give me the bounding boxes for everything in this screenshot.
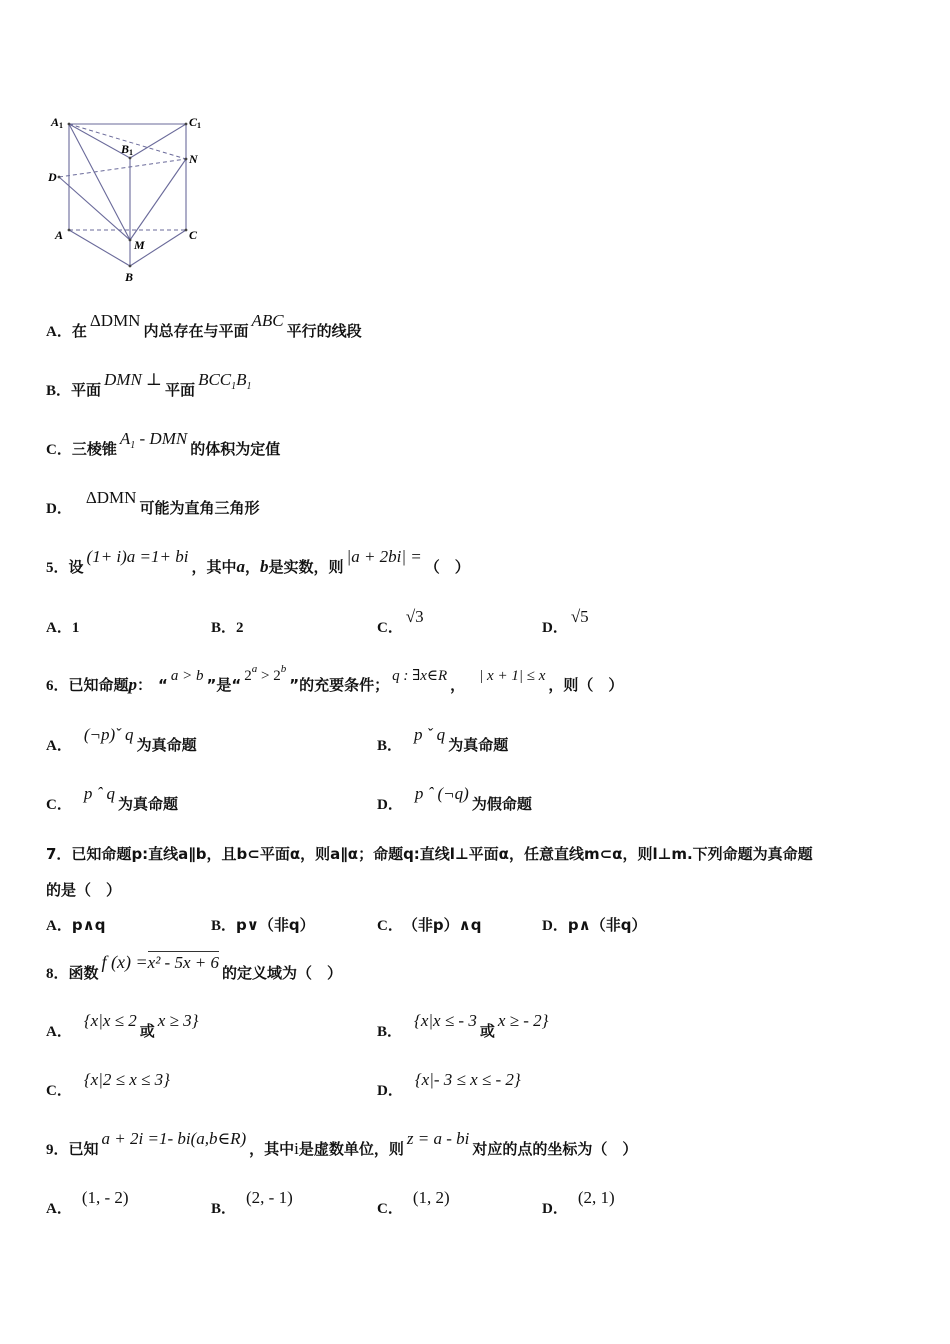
label-C: C [189,228,198,242]
q5-option-d: D． √5 [542,607,589,636]
q7-stem-line1: 7．已知命题p:直线a∥b，且b⊂平面α，则a∥α；命题q:直线l⊥平面α，任意直线m⊂α，则l⊥m.下列命题为真命题 [46,845,813,863]
q6-option-b: B． p ˇ q 为真命题 [377,725,509,754]
q8-option-a: A． {x|x ≤ 2 或 x ≥ 3} [46,1011,199,1040]
q5-stem: 5． 设 (1+ i)a =1+ bi ，其中 a ， b 是实数，则 |a + 2bi| = （ ） [46,547,470,576]
sqrt-radicand: x² - 5x + 6 [147,953,219,972]
q7-option-a: A． p∧q [46,916,106,934]
q5-option-b: B． 2 [211,620,244,636]
q6-option-a: A． (¬p)ˇ q 为真命题 [46,725,197,754]
q9-option-b: B． (2, - 1) [211,1188,293,1217]
q4-option-d: D． ΔDMN 可能为直角三角形 [46,488,260,517]
edge-AB [69,230,130,266]
edge-B1C1 [130,124,186,158]
q4-option-c: C． 三棱锥 $A_1$ - DMN 的体积为定值 [46,429,281,458]
q7-option-b: B． p∨（非q） [211,916,315,934]
q5-option-a: A． 1 [46,620,80,636]
edge-MN [130,159,186,240]
label-A: A [55,228,64,242]
q4-option-b: B． 平面 DMN ⊥ 平面 $BCC_1B_1$ [46,370,252,399]
q4-option-a: A． 在 ΔDMN 内总存在与平面 ABC 平行的线段 [46,311,362,340]
q5-option-c: C． √3 [377,607,424,636]
q7-stem-line2: 的是（ ） [46,881,122,899]
label-D: D [48,170,57,184]
edge-DN-dashed [59,159,186,177]
q8-stem: 8． 函数 f (x) = x² - 5x + 6 的定义域为（ ） [46,952,342,982]
q9-option-a: A． (1, - 2) [46,1188,129,1217]
q7-option-c: C． （非p）∧q [377,916,482,934]
label-B: B [125,270,134,284]
q6-stem: 6． 已知命题 p ： “ a > b ” 是 “ $2^a > 2^b$ ” 的充要条件； q : ∃x∈R ， | x + 1| ≤ x ，则（ ） [46,663,624,694]
q6-option-d: D． p ˆ (¬q) 为假命题 [377,784,532,813]
q8-option-d: D． {x|- 3 ≤ x ≤ - 2} [377,1070,521,1099]
q9-option-c: C． (1, 2) [377,1188,450,1217]
label-M: M [134,238,145,252]
q7-option-d: D． p∧（非q） [542,916,647,934]
prism-figure [48,110,218,288]
q8-option-b: B． {x|x ≤ - 3 或 x ≥ - 2} [377,1011,549,1040]
q8-option-c: C． {x|2 ≤ x ≤ 3} [46,1070,170,1099]
q9-option-d: D． (2, 1) [542,1188,615,1217]
label-C1: C1 [189,115,202,130]
label-B1: B1 [121,142,134,157]
q6-option-c: C． p ˆ q 为真命题 [46,784,179,813]
q9-stem: 9． 已知 a + 2i =1- bi(a,b∈R) ，其中 i 是虚数单位，则 z = a - bi 对应的点的坐标为（ ） [46,1129,638,1158]
label-N: N [189,152,198,166]
label-A1: A1 [51,115,64,130]
